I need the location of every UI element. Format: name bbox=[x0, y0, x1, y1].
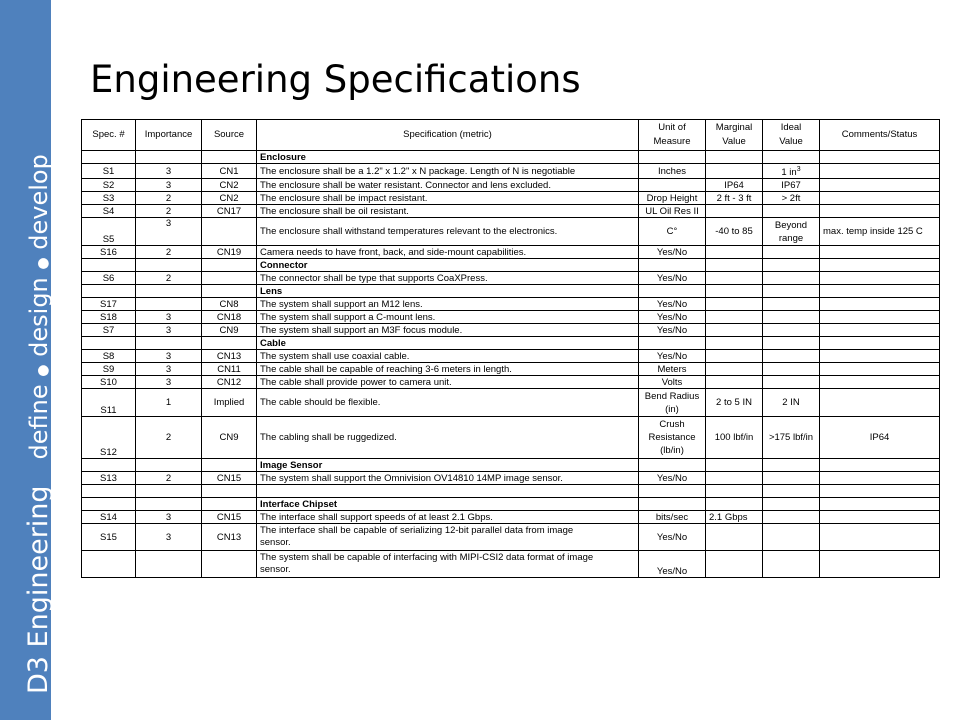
cell-marginal bbox=[706, 524, 763, 551]
cell-ideal bbox=[763, 511, 820, 524]
header-ideal bbox=[763, 120, 820, 151]
cell-spec: S2 bbox=[82, 179, 136, 192]
cell-comment bbox=[820, 389, 940, 417]
header-ideal-line2: Value bbox=[779, 136, 803, 147]
cell-ideal: > 2ft bbox=[763, 192, 820, 205]
table-row bbox=[82, 192, 940, 205]
cell-spec: S7 bbox=[82, 324, 136, 337]
header-spec-no: Spec. # bbox=[82, 120, 136, 151]
cell-importance bbox=[136, 551, 202, 578]
table-row bbox=[82, 551, 940, 578]
cell-comment bbox=[820, 363, 940, 376]
section-image-sensor: Image Sensor bbox=[257, 459, 639, 472]
table-row bbox=[82, 179, 940, 192]
cell-spec: S13 bbox=[82, 472, 136, 485]
cell-marginal bbox=[706, 324, 763, 337]
header-row bbox=[82, 120, 940, 151]
cell-comment bbox=[820, 472, 940, 485]
cell-unit: C° bbox=[639, 218, 706, 246]
cell-marginal: 2.1 Gbps bbox=[706, 511, 763, 524]
unit-line1: Bend Radius bbox=[644, 390, 700, 402]
spec-line1: The interface shall be capable of serializing 12-bit parallel data from image bbox=[260, 525, 574, 537]
cell-comment bbox=[820, 324, 940, 337]
cell-specification bbox=[257, 551, 639, 578]
cell-specification: The system shall support a C-mount lens. bbox=[257, 311, 639, 324]
cell-source: CN2 bbox=[202, 179, 257, 192]
cell-marginal bbox=[706, 551, 763, 578]
cell-ideal bbox=[763, 350, 820, 363]
cell-specification: The cable shall provide power to camera unit. bbox=[257, 376, 639, 389]
cell-unit: Yes/No bbox=[639, 472, 706, 485]
cell-spec: S3 bbox=[82, 192, 136, 205]
cell-ideal bbox=[763, 298, 820, 311]
cell-spec: S1 bbox=[82, 164, 136, 179]
cell-source bbox=[202, 272, 257, 285]
company-name: D3 Engineering bbox=[23, 485, 54, 694]
section-connector: Connector bbox=[257, 259, 639, 272]
cell-marginal bbox=[706, 376, 763, 389]
cell-comment bbox=[820, 272, 940, 285]
header-ideal-line1: Ideal bbox=[780, 122, 802, 133]
cell-importance: 3 bbox=[136, 324, 202, 337]
cell-ideal bbox=[763, 472, 820, 485]
unit-line2: (in) bbox=[665, 403, 679, 415]
sidebar-branding bbox=[25, 154, 57, 694]
cell-spec: S6 bbox=[82, 272, 136, 285]
cell-spec: S9 bbox=[82, 363, 136, 376]
cell-unit bbox=[639, 179, 706, 192]
cell-unit: Yes/No bbox=[639, 246, 706, 259]
table-row bbox=[82, 311, 940, 324]
header-unit-line1: Unit of bbox=[658, 122, 686, 133]
cell-spec: S18 bbox=[82, 311, 136, 324]
bullet-separator: ● bbox=[35, 364, 51, 377]
table-row bbox=[82, 389, 940, 417]
cell-comment: IP64 bbox=[820, 417, 940, 459]
cell-marginal bbox=[706, 311, 763, 324]
cell-spec: S14 bbox=[82, 511, 136, 524]
cell-ideal bbox=[763, 324, 820, 337]
cell-importance: 3 bbox=[136, 350, 202, 363]
table-row bbox=[82, 363, 940, 376]
section-row bbox=[82, 459, 940, 472]
header-unit bbox=[639, 120, 706, 151]
cell-unit: bits/sec bbox=[639, 511, 706, 524]
cell-comment bbox=[820, 164, 940, 179]
table-row bbox=[82, 417, 940, 459]
cell-importance: 2 bbox=[136, 246, 202, 259]
cell-specification bbox=[257, 524, 639, 551]
header-marginal bbox=[706, 120, 763, 151]
section-cable: Cable bbox=[257, 337, 639, 350]
section-interface-chipset: Interface Chipset bbox=[257, 498, 639, 511]
table-row bbox=[82, 324, 940, 337]
cell-ideal: 2 IN bbox=[763, 389, 820, 417]
cell-specification: The cabling shall be ruggedized. bbox=[257, 417, 639, 459]
table-row bbox=[82, 472, 940, 485]
ideal-value: 1 in bbox=[781, 167, 797, 179]
table-row bbox=[82, 511, 940, 524]
cell-comment bbox=[820, 298, 940, 311]
section-row bbox=[82, 498, 940, 511]
spec-line1: The system shall be capable of interfacing with MIPI-CSI2 data format of image bbox=[260, 552, 594, 564]
page-title: Engineering Specifications bbox=[90, 58, 581, 101]
cell-marginal: 100 lbf/in bbox=[706, 417, 763, 459]
tagline bbox=[25, 154, 53, 459]
cell-unit: Drop Height bbox=[639, 192, 706, 205]
cell-importance: 3 bbox=[136, 376, 202, 389]
spec-table bbox=[81, 119, 940, 578]
cell-unit bbox=[639, 417, 706, 459]
header-unit-line2: Measure bbox=[653, 136, 691, 147]
cell-source: CN9 bbox=[202, 417, 257, 459]
cell-importance: 2 bbox=[136, 192, 202, 205]
section-row bbox=[82, 285, 940, 298]
cell-spec: S5 bbox=[82, 218, 136, 246]
bullet-separator: ● bbox=[35, 257, 51, 270]
cell-specification: The cable should be flexible. bbox=[257, 389, 639, 417]
cell-source: CN15 bbox=[202, 511, 257, 524]
cell-ideal bbox=[763, 272, 820, 285]
cell-comment bbox=[820, 246, 940, 259]
cell-comment bbox=[820, 192, 940, 205]
cell-spec: S16 bbox=[82, 246, 136, 259]
cell-importance: 3 bbox=[136, 524, 202, 551]
cell-specification: Camera needs to have front, back, and side-mount capabilities. bbox=[257, 246, 639, 259]
cell-specification: The system shall support the Omnivision OV14810 14MP image sensor. bbox=[257, 472, 639, 485]
section-row bbox=[82, 259, 940, 272]
cell-marginal bbox=[706, 472, 763, 485]
spec-line2: sensor. bbox=[260, 564, 291, 576]
cell-unit: UL Oil Res II bbox=[639, 205, 706, 218]
cell-comment bbox=[820, 205, 940, 218]
cell-marginal: IP64 bbox=[706, 179, 763, 192]
section-lens: Lens bbox=[257, 285, 639, 298]
table-row bbox=[82, 205, 940, 218]
table-row bbox=[82, 298, 940, 311]
cell-source: CN18 bbox=[202, 311, 257, 324]
cell-ideal bbox=[763, 218, 820, 246]
cell-spec: S10 bbox=[82, 376, 136, 389]
cell-source: CN9 bbox=[202, 324, 257, 337]
cell-specification: The interface shall support speeds of at least 2.1 Gbps. bbox=[257, 511, 639, 524]
table-row bbox=[82, 524, 940, 551]
cell-unit: Meters bbox=[639, 363, 706, 376]
table-row bbox=[82, 164, 940, 179]
cell-marginal: 2 to 5 IN bbox=[706, 389, 763, 417]
cell-ideal bbox=[763, 551, 820, 578]
tagline-design: design bbox=[25, 277, 53, 357]
cell-marginal bbox=[706, 246, 763, 259]
cell-ideal bbox=[763, 363, 820, 376]
cell-unit: Yes/No bbox=[639, 311, 706, 324]
header-marginal-line1: Marginal bbox=[715, 122, 753, 133]
cell-importance bbox=[136, 298, 202, 311]
ideal-superscript: 3 bbox=[796, 166, 801, 173]
cell-specification: The enclosure shall be impact resistant. bbox=[257, 192, 639, 205]
cell-specification: The system shall support an M3F focus module. bbox=[257, 324, 639, 337]
cell-ideal bbox=[763, 164, 820, 179]
cell-source bbox=[202, 551, 257, 578]
cell-specification: The enclosure shall withstand temperatures relevant to the electronics. bbox=[257, 218, 639, 246]
section-row bbox=[82, 337, 940, 350]
table-row bbox=[82, 376, 940, 389]
header-comments: Comments/Status bbox=[820, 120, 940, 151]
cell-importance: 3 bbox=[136, 164, 202, 179]
cell-comment bbox=[820, 311, 940, 324]
spec-line2: sensor. bbox=[260, 537, 291, 549]
unit-line1: Crush bbox=[659, 419, 685, 431]
cell-spec: S4 bbox=[82, 205, 136, 218]
cell-specification: The enclosure shall be a 1.2" x 1.2" x N package. Length of N is negotiable bbox=[257, 164, 639, 179]
cell-source: CN1 bbox=[202, 164, 257, 179]
cell-marginal: 2 ft - 3 ft bbox=[706, 192, 763, 205]
cell-comment bbox=[820, 376, 940, 389]
cell-ideal bbox=[763, 376, 820, 389]
cell-comment bbox=[820, 551, 940, 578]
tagline-define: define bbox=[25, 384, 53, 460]
cell-comment bbox=[820, 179, 940, 192]
cell-unit: Yes/No bbox=[639, 551, 706, 578]
cell-importance: 2 bbox=[136, 272, 202, 285]
cell-ideal bbox=[763, 311, 820, 324]
cell-specification: The cable shall be capable of reaching 3-6 meters in length. bbox=[257, 363, 639, 376]
cell-spec bbox=[82, 551, 136, 578]
cell-unit: Yes/No bbox=[639, 298, 706, 311]
cell-spec: S12 bbox=[82, 417, 136, 459]
cell-importance: 2 bbox=[136, 472, 202, 485]
cell-importance: 3 bbox=[136, 218, 202, 246]
cell-source: Implied bbox=[202, 389, 257, 417]
spacer-row bbox=[82, 485, 940, 498]
cell-source: CN15 bbox=[202, 472, 257, 485]
cell-importance: 2 bbox=[136, 205, 202, 218]
header-specification: Specification (metric) bbox=[257, 120, 639, 151]
table-row bbox=[82, 218, 940, 246]
cell-importance: 3 bbox=[136, 311, 202, 324]
cell-marginal bbox=[706, 350, 763, 363]
cell-source: CN13 bbox=[202, 524, 257, 551]
cell-specification: The system shall support an M12 lens. bbox=[257, 298, 639, 311]
cell-importance: 3 bbox=[136, 511, 202, 524]
cell-comment: max. temp inside 125 C bbox=[820, 218, 940, 246]
section-enclosure: Enclosure bbox=[257, 151, 639, 164]
cell-marginal bbox=[706, 164, 763, 179]
cell-specification: The enclosure shall be water resistant. Connector and lens excluded. bbox=[257, 179, 639, 192]
unit-line2: Resistance bbox=[648, 432, 696, 444]
cell-source: CN2 bbox=[202, 192, 257, 205]
cell-source bbox=[202, 218, 257, 246]
cell-marginal bbox=[706, 298, 763, 311]
cell-unit: Yes/No bbox=[639, 272, 706, 285]
cell-source: CN17 bbox=[202, 205, 257, 218]
sidebar bbox=[0, 0, 54, 720]
cell-spec: S11 bbox=[82, 389, 136, 417]
cell-ideal: IP67 bbox=[763, 179, 820, 192]
cell-source: CN19 bbox=[202, 246, 257, 259]
cell-spec: S8 bbox=[82, 350, 136, 363]
cell-unit: Yes/No bbox=[639, 324, 706, 337]
cell-marginal bbox=[706, 272, 763, 285]
ideal-line1: Beyond bbox=[774, 219, 808, 231]
unit-line3: (lb/in) bbox=[660, 445, 684, 457]
cell-marginal bbox=[706, 363, 763, 376]
cell-importance: 3 bbox=[136, 179, 202, 192]
cell-source: CN12 bbox=[202, 376, 257, 389]
table-row bbox=[82, 350, 940, 363]
cell-source: CN11 bbox=[202, 363, 257, 376]
cell-ideal: >175 lbf/in bbox=[763, 417, 820, 459]
cell-comment bbox=[820, 524, 940, 551]
cell-unit bbox=[639, 389, 706, 417]
cell-importance: 3 bbox=[136, 363, 202, 376]
cell-ideal bbox=[763, 205, 820, 218]
table-row bbox=[82, 272, 940, 285]
cell-specification: The system shall use coaxial cable. bbox=[257, 350, 639, 363]
cell-spec: S17 bbox=[82, 298, 136, 311]
header-source: Source bbox=[202, 120, 257, 151]
cell-comment bbox=[820, 511, 940, 524]
cell-unit: Inches bbox=[639, 164, 706, 179]
cell-ideal bbox=[763, 524, 820, 551]
table-row bbox=[82, 246, 940, 259]
cell-source: CN13 bbox=[202, 350, 257, 363]
cell-specification: The enclosure shall be oil resistant. bbox=[257, 205, 639, 218]
tagline-develop: develop bbox=[25, 154, 53, 250]
cell-ideal bbox=[763, 246, 820, 259]
cell-marginal bbox=[706, 205, 763, 218]
section-row bbox=[82, 151, 940, 164]
cell-importance: 1 bbox=[136, 389, 202, 417]
cell-unit: Yes/No bbox=[639, 350, 706, 363]
ideal-line2: range bbox=[778, 232, 804, 244]
header-marginal-line2: Value bbox=[722, 136, 746, 147]
cell-specification: The connector shall be type that supports CoaXPress. bbox=[257, 272, 639, 285]
cell-importance: 2 bbox=[136, 417, 202, 459]
cell-comment bbox=[820, 350, 940, 363]
header-importance: Importance bbox=[136, 120, 202, 151]
cell-marginal: -40 to 85 bbox=[706, 218, 763, 246]
cell-spec: S15 bbox=[82, 524, 136, 551]
cell-unit: Volts bbox=[639, 376, 706, 389]
cell-unit: Yes/No bbox=[639, 524, 706, 551]
cell-source: CN8 bbox=[202, 298, 257, 311]
